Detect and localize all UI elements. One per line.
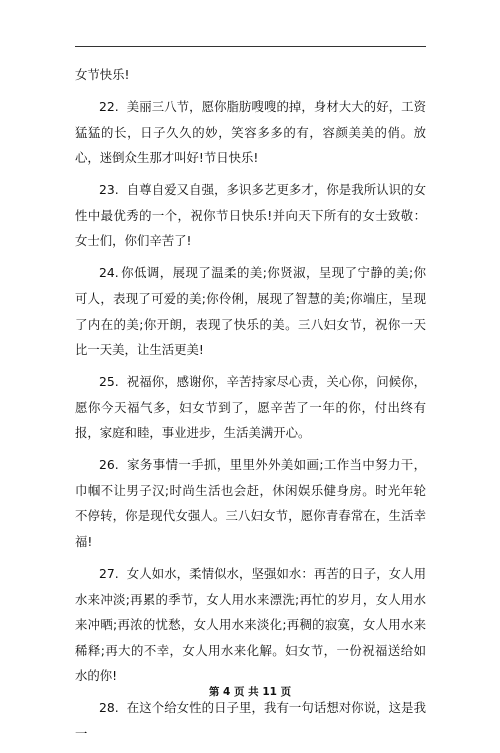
list-item [75, 452, 426, 554]
document-body [75, 62, 426, 753]
list-item [75, 695, 426, 746]
page-footer: 第 4 页 共 11 页 [208, 686, 292, 698]
list-item [75, 561, 426, 689]
list-item [75, 369, 426, 446]
item-text: 自尊自爱又自强，多识多艺更多才，你是我所认识的女性中最优秀的一个，祝你节日快乐!并向天下所有的女士致敬：女士们，你们辛苦了! [75, 182, 426, 249]
continuation-paragraph: 女节快乐! [75, 67, 130, 82]
header-rule [75, 46, 426, 47]
list-item [75, 177, 426, 254]
item-text: 女人如水，柔情似水，坚强如水：再苦的日子，女人用水来冲淡;再累的季节，女人用水来漂洗;再忙的岁月，女人用水来冲晒;再浓的忧愁，女人用水来淡化;再稠的寂寞，女人用水来稀释;再大的不幸，女人用水来化解。妇女节，一份祝福送给如水的你! [75, 566, 426, 684]
item-text: 祝福你，感谢你，辛苦持家尽心责，关心你，问候你，愿你今天福气多，妇女节到了，愿辛苦了一年的你，付出终有报，家庭和睦，事业进步，生活美满开心。 [75, 374, 426, 441]
item-number: 27. [99, 566, 119, 582]
item-number: 24. [99, 265, 119, 281]
list-item [75, 260, 426, 362]
item-number: 25. [99, 374, 119, 390]
item-number: 28. [99, 700, 119, 716]
list-item [75, 94, 426, 171]
item-number: 23. [99, 182, 119, 198]
item-text: 美丽三八节，愿你脂肪嗖嗖的掉，身材大大的好，工资猛猛的长，日子久久的妙，笑容多多的有，容颜美美的俏。放心，迷倒众生那才叫好!节日快乐! [75, 98, 426, 166]
item-number: 26. [99, 457, 119, 473]
item-text: 家务事情一手抓，里里外外美如画;工作当中努力干，巾帼不让男子汉;时尚生活也会赶，休闲娱乐健身房。时光年轮不停转，你是现代女强人。三八妇女节，愿你青春常在，生活幸福! [75, 457, 426, 550]
item-text: 你低调，展现了温柔的美;你贤淑，呈现了宁静的美;你可人，表现了可爱的美;你伶俐，展现了智慧的美;你端庄，呈现了内在的美;你开朗，表现了快乐的美。三八妇女节，祝你一天比一天美，让生活更美! [75, 265, 426, 358]
item-number: 22. [99, 98, 119, 114]
item-text: 在这个给女性的日子里，我有一句话想对你说，这是我一 [75, 700, 426, 741]
